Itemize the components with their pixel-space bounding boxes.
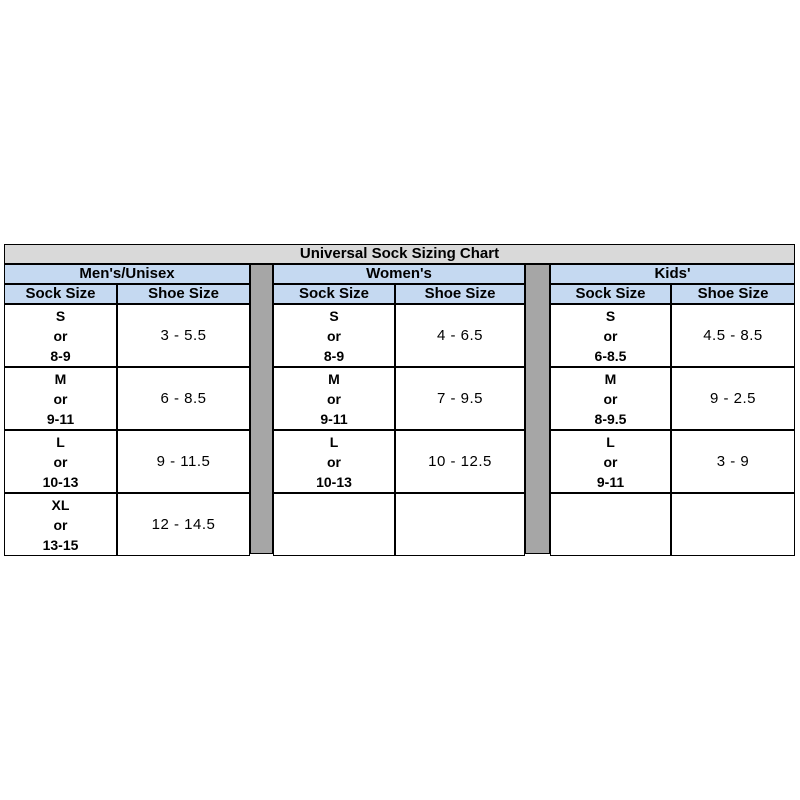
sock-size-cell: [550, 304, 671, 367]
sock-size-cell: [550, 493, 671, 556]
sock-size-line: or: [53, 328, 68, 344]
sock-size-cell: [4, 367, 117, 430]
sock-size-line: or: [53, 454, 68, 470]
shoe-size-cell: 4 - 6.5: [395, 304, 525, 367]
sock-size-line: L: [56, 434, 65, 450]
sock-size-header: Sock Size: [273, 284, 395, 304]
sock-size-line: or: [603, 391, 618, 407]
size-group-1: [273, 264, 525, 554]
sock-size-line: L: [606, 434, 615, 450]
sock-size-line: M: [54, 371, 67, 387]
shoe-size-cell: 7 - 9.5: [395, 367, 525, 430]
shoe-size-cell: 9 - 2.5: [671, 367, 795, 430]
group-header: Women's: [273, 264, 525, 284]
sock-size-cell: [550, 430, 671, 493]
sock-size-line: 8-9: [323, 348, 345, 364]
sock-size-cell: [273, 304, 395, 367]
sock-size-line: or: [53, 391, 68, 407]
sock-size-cell: [273, 493, 395, 556]
shoe-size-header: Shoe Size: [117, 284, 250, 304]
sock-size-line: S: [605, 308, 616, 324]
sock-size-line: 9-11: [596, 474, 625, 490]
group-separator: [250, 264, 273, 554]
sock-size-line: 8-9.5: [594, 411, 627, 427]
group-header: Men's/Unisex: [4, 264, 250, 284]
group-separator: [525, 264, 550, 554]
sock-size-line: 13-15: [42, 537, 79, 553]
shoe-size-header: Shoe Size: [671, 284, 795, 304]
sock-size-cell: [4, 493, 117, 556]
shoe-size-cell: 10 - 12.5: [395, 430, 525, 493]
sock-size-cell: [273, 430, 395, 493]
size-group-2: [550, 264, 795, 554]
sock-size-line: 6-8.5: [594, 348, 627, 364]
sock-size-cell: [4, 430, 117, 493]
sock-size-line: 10-13: [316, 474, 352, 490]
sock-size-header: Sock Size: [550, 284, 671, 304]
sock-size-line: or: [327, 454, 341, 470]
shoe-size-header: Shoe Size: [395, 284, 525, 304]
sock-size-cell: [273, 367, 395, 430]
shoe-size-cell: 3 - 9: [671, 430, 795, 493]
sock-size-header: Sock Size: [4, 284, 117, 304]
sock-size-line: 9-11: [320, 411, 348, 427]
sock-size-line: L: [329, 434, 339, 450]
sock-size-line: 8-9: [50, 348, 71, 364]
shoe-size-cell: 9 - 11.5: [117, 430, 250, 493]
sock-size-cell: [4, 304, 117, 367]
shoe-size-cell: 3 - 5.5: [117, 304, 250, 367]
sock-size-cell: [550, 367, 671, 430]
shoe-size-cell: 6 - 8.5: [117, 367, 250, 430]
sock-size-line: M: [604, 371, 617, 387]
shoe-size-cell: [395, 493, 525, 556]
group-header: Kids': [550, 264, 795, 284]
shoe-size-cell: 12 - 14.5: [117, 493, 250, 556]
sock-size-line: 10-13: [42, 474, 79, 490]
sock-size-line: S: [55, 308, 66, 324]
sock-size-line: or: [327, 391, 341, 407]
sock-size-line: or: [53, 517, 68, 533]
shoe-size-cell: 4.5 - 8.5: [671, 304, 795, 367]
sock-size-line: or: [327, 328, 341, 344]
sock-sizing-chart: [4, 244, 795, 554]
chart-title: Universal Sock Sizing Chart: [4, 244, 795, 264]
sock-size-line: S: [329, 308, 339, 324]
shoe-size-cell: [671, 493, 795, 556]
sock-size-line: XL: [51, 497, 70, 513]
sock-size-line: M: [328, 371, 340, 387]
size-group-0: [4, 264, 250, 554]
sock-size-line: or: [603, 328, 618, 344]
sock-size-line: or: [603, 454, 618, 470]
sock-size-line: 9-11: [46, 411, 75, 427]
